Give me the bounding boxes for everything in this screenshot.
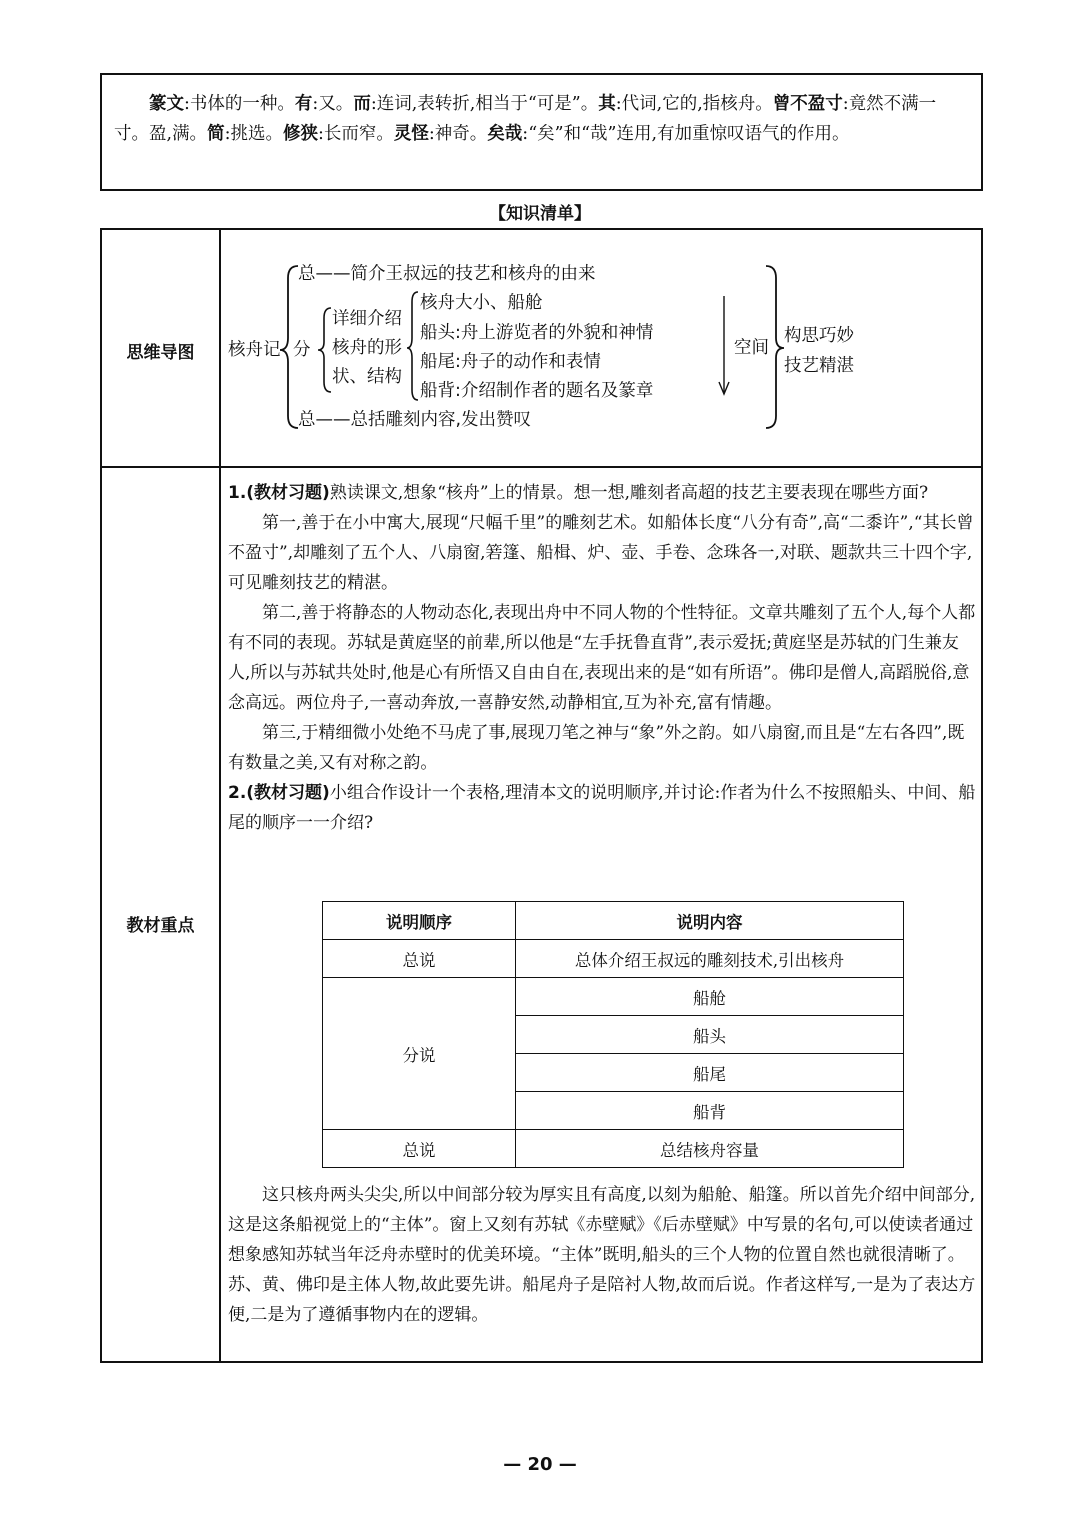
table-header: 说明顺序 bbox=[323, 902, 516, 940]
row-divider bbox=[102, 466, 981, 468]
table-cell: 总体介绍王叔远的雕刻技术,引出核舟 bbox=[516, 940, 904, 978]
items-brace bbox=[407, 292, 418, 400]
mindmap-row-label: 思维导图 bbox=[126, 343, 195, 363]
table-row bbox=[323, 1130, 904, 1168]
question-1: 1.(教材习题)熟读课文,想象“核舟”上的情景。想一想,雕刻者高超的技艺主要表现在哪些方面? bbox=[228, 483, 929, 503]
table-cell-fen: 分说 bbox=[323, 978, 516, 1130]
order-table bbox=[322, 901, 904, 1168]
page-number: — 20 — bbox=[503, 1454, 577, 1475]
focus-content bbox=[228, 478, 980, 838]
answer-2-block bbox=[228, 1180, 980, 1330]
mindmap-detail-2: 核舟的形 bbox=[332, 338, 402, 358]
table-header-row bbox=[323, 902, 904, 940]
question-2: 2.(教材习题)小组合作设计一个表格,理清本文的说明顺序,并讨论:作者为什么不按照船头、中间、船尾的顺序一一介绍? bbox=[228, 783, 976, 833]
answer-1-p1: 第一,善于在小中寓大,展现“尺幅千里”的雕刻艺术。如船体长度“八分有奇”,高“二黍许”,“其长曾不盈寸”,却雕刻了五个人、八扇窗,箬篷、船楫、炉、壶、手卷、念珠各一,对联、题款共三十四个字,可见雕刻技艺的精湛。 bbox=[228, 513, 974, 593]
table-cell: 总说 bbox=[323, 940, 516, 978]
fen-brace bbox=[318, 308, 331, 392]
mindmap-detail-1: 详细介绍 bbox=[332, 309, 402, 329]
table-row bbox=[323, 978, 904, 1016]
answer-1-p3: 第三,于精细微小处绝不马虎了事,展现刀笔之神与“象”外之韵。如八扇窗,而且是“左右各四”,既有数量之美,又有对称之韵。 bbox=[228, 723, 965, 773]
answer-2: 这只核舟两头尖尖,所以中间部分较为厚实且有高度,以刻为船舱、船篷。所以首先介绍中间部分,这是这条船视觉上的“主体”。窗上又刻有苏轼《赤壁赋》《后赤壁赋》中写景的名句,可以使读者通过想象感知苏轼当年泛舟赤壁时的优美环境。“主体”既明,船头的三个人物的位置自然也就很清晰了。苏、黄、佛印是主体人物,故此要先讲。船尾舟子是陪衬人物,故而后说。作者这样写,一是为了表达方便,二是为了遵循事物内在的逻辑。 bbox=[228, 1185, 976, 1325]
mindmap-item: 船头:舟上游览者的外貌和神情 bbox=[420, 323, 654, 343]
glossary-text: 篆文:书体的一种。有:又。而:连词,表转折,相当于“可是”。其:代词,它的,指核舟。曾不盈寸:竟然不满一寸。盈,满。简:挑选。修狭:长而窄。灵怪:神奇。矣哉:“矣”和“哉”连用,有加重惊叹语气的作用。 bbox=[114, 94, 937, 144]
mindmap-top: 总——简介王叔远的技艺和核舟的由来 bbox=[298, 264, 596, 284]
glossary-box bbox=[100, 73, 983, 191]
section-title: 【知识清单】 bbox=[489, 204, 591, 224]
answer-1-p2: 第二,善于将静态的人物动态化,表现出舟中不同人物的个性特征。文章共雕刻了五个人,每个人都有不同的表现。苏轼是黄庭坚的前辈,所以他是“左手抚鲁直背”,表示爱抚;黄庭坚是苏轼的门生兼友人,所以与苏轼共处时,他是心有所悟又自由自在,表现出来的是“如有所语”。佛印是僧人,高蹈脱俗,意念高远。两位舟子,一喜动奔放,一喜静安然,动静相宜,互为补充,富有情趣。 bbox=[228, 603, 976, 713]
table-cell: 总结核舟容量 bbox=[516, 1130, 904, 1168]
table-cell: 总说 bbox=[323, 1130, 516, 1168]
main-table bbox=[100, 228, 983, 1363]
mindmap-item: 船尾:舟子的动作和表情 bbox=[420, 352, 601, 372]
table-cell: 船头 bbox=[516, 1016, 904, 1054]
mindmap-bottom: 总——总括雕刻内容,发出赞叹 bbox=[298, 410, 532, 430]
table-cell: 船舱 bbox=[516, 978, 904, 1016]
mindmap-detail-3: 状、结构 bbox=[332, 367, 402, 387]
mindmap-fen: 分 bbox=[293, 340, 311, 360]
table-cell: 船背 bbox=[516, 1092, 904, 1130]
mindmap-conclusion-1: 构思巧妙 bbox=[784, 326, 854, 346]
mindmap-item: 核舟大小、船舱 bbox=[420, 293, 543, 313]
mindmap-root: 核舟记 bbox=[228, 340, 281, 360]
mindmap-item: 船背:介绍制作者的题名及篆章 bbox=[420, 381, 654, 401]
table-header: 说明内容 bbox=[516, 902, 904, 940]
table-row bbox=[323, 940, 904, 978]
table-cell: 船尾 bbox=[516, 1054, 904, 1092]
mindmap-order: 空间 bbox=[734, 338, 769, 358]
focus-row-label: 教材重点 bbox=[126, 916, 195, 936]
mindmap-conclusion-2: 技艺精湛 bbox=[784, 356, 854, 376]
